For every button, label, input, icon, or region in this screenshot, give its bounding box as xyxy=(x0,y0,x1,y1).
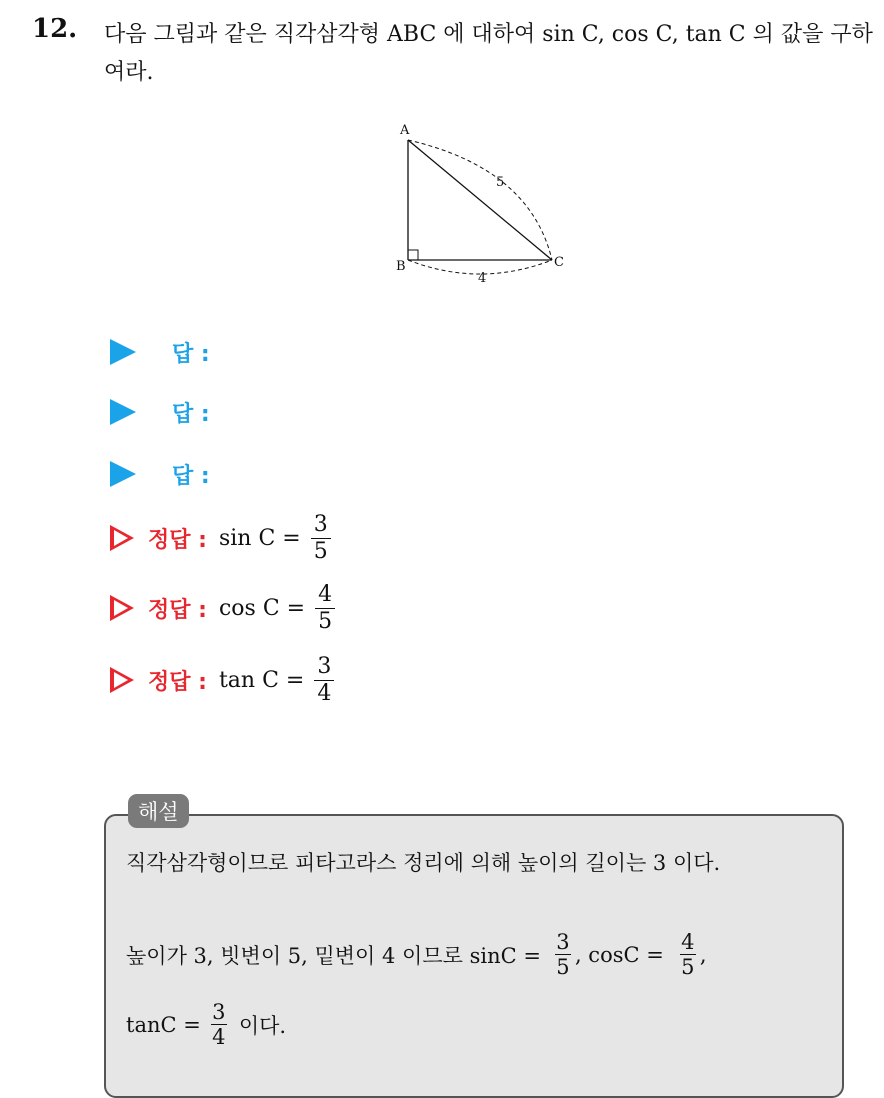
solution-cos-lhs: , cosC = xyxy=(574,942,664,967)
solution-tab: 해설 xyxy=(128,794,189,828)
denominator: 5 xyxy=(318,608,333,634)
answer-label: 답 : xyxy=(172,341,210,367)
play-arrow-icon xyxy=(110,339,136,365)
solution-line-1: 직각삼각형이므로 피타고라스 정리에 의해 높이의 길이는 3 이다. xyxy=(126,851,721,875)
denominator: 4 xyxy=(212,1025,226,1049)
correct-tan xyxy=(219,654,334,707)
answer-row-1 xyxy=(110,332,210,372)
numerator: 4 xyxy=(681,930,695,954)
correct-row-tan xyxy=(110,653,334,706)
solution-line-2-text: 높이가 3, 빗변이 5, 밑변이 4 이므로 sinC = xyxy=(126,943,541,968)
denominator: 5 xyxy=(556,955,570,979)
answer-label: 답 : xyxy=(172,463,210,489)
fraction xyxy=(311,512,331,565)
correct-label: 정답 : xyxy=(148,669,207,695)
right-angle-mark xyxy=(408,250,418,260)
correct-tan-lhs: tan C = xyxy=(218,667,305,693)
answer-row-3 xyxy=(110,454,210,494)
side-ac xyxy=(408,140,552,260)
vertex-a-label: A xyxy=(400,123,410,138)
correct-sin xyxy=(219,512,331,565)
solution-tail: 이다. xyxy=(238,1013,287,1038)
vertex-c-label: C xyxy=(554,255,564,270)
numerator: 3 xyxy=(317,653,332,679)
outline-arrow-icon xyxy=(110,525,134,551)
question-number: 12. xyxy=(32,14,78,44)
solution-line-3 xyxy=(126,1000,286,1049)
correct-label: 정답 : xyxy=(148,597,207,623)
base-length-label: 4 xyxy=(478,271,487,286)
outline-arrow-icon xyxy=(110,595,134,621)
correct-row-sin xyxy=(110,511,331,564)
correct-cos-lhs: cos C = xyxy=(218,595,306,621)
fraction xyxy=(211,1000,227,1049)
denominator: 5 xyxy=(681,955,695,979)
vertex-b-label: B xyxy=(396,259,406,274)
solution-line-2 xyxy=(126,930,707,979)
numerator: 3 xyxy=(556,930,570,954)
correct-cos xyxy=(219,582,335,635)
correct-sin-lhs: sin C = xyxy=(218,525,301,551)
denominator: 4 xyxy=(317,680,332,706)
fraction xyxy=(314,654,334,707)
correct-row-cos xyxy=(110,581,335,634)
answer-row-2 xyxy=(110,392,210,432)
play-arrow-icon xyxy=(110,399,136,425)
outline-arrow-icon xyxy=(110,667,134,693)
fraction xyxy=(555,930,571,979)
solution-comma: , xyxy=(699,942,707,967)
fraction xyxy=(680,930,696,979)
triangle-figure xyxy=(390,118,580,288)
play-arrow-icon xyxy=(110,461,136,487)
fraction xyxy=(315,582,335,635)
question-text: 다음 그림과 같은 직각삼각형 ABC 에 대하여 sin C, cos C, tan C 의 값을 구하여라. xyxy=(104,22,873,85)
denominator: 5 xyxy=(313,538,328,564)
answer-label: 답 : xyxy=(172,401,210,427)
numerator: 3 xyxy=(313,511,328,537)
correct-label: 정답 : xyxy=(148,527,207,553)
hyp-length-label: 5 xyxy=(496,175,505,190)
numerator: 4 xyxy=(318,581,333,607)
solution-tan-lhs: tanC = xyxy=(126,1012,201,1037)
numerator: 3 xyxy=(212,1000,226,1024)
